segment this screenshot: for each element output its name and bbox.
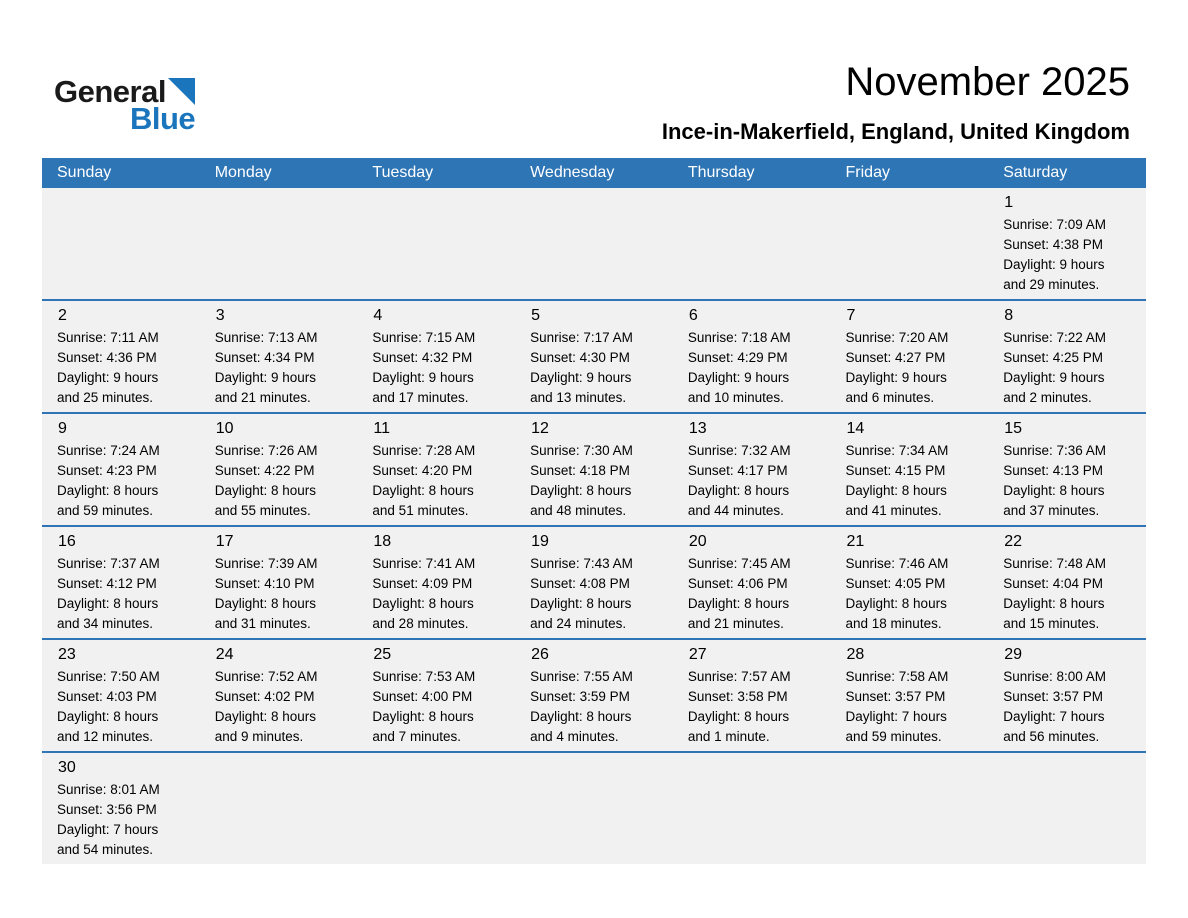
day-cell-11 bbox=[357, 413, 515, 526]
day-detail-line: Daylight: 7 hours bbox=[845, 709, 947, 724]
day-detail-line: Sunrise: 7:34 AM bbox=[845, 443, 949, 458]
day-cell-24 bbox=[200, 639, 358, 752]
day-detail-line: and 34 minutes. bbox=[57, 616, 154, 631]
day-detail-line: Daylight: 8 hours bbox=[372, 596, 474, 611]
day-cell-2 bbox=[42, 300, 200, 413]
day-detail-line: Sunset: 4:25 PM bbox=[1003, 350, 1104, 365]
day-detail-line: Sunrise: 7:39 AM bbox=[214, 556, 318, 571]
day-detail-line: Daylight: 7 hours bbox=[1003, 709, 1105, 724]
day-cell-10 bbox=[200, 413, 358, 526]
day-detail-line: Sunrise: 7:43 AM bbox=[530, 556, 633, 571]
day-detail-line: Sunrise: 7:53 AM bbox=[372, 669, 476, 684]
day-detail-line: Sunrise: 7:28 AM bbox=[372, 443, 476, 458]
day-cell-29 bbox=[988, 639, 1146, 752]
day-detail-line: Sunrise: 7:22 AM bbox=[1003, 330, 1107, 345]
day-detail-line: and 56 minutes. bbox=[1003, 729, 1100, 744]
empty-day-cell bbox=[42, 188, 200, 300]
calendar-table bbox=[42, 158, 1146, 864]
empty-day-cell bbox=[515, 752, 673, 864]
day-cell-25 bbox=[357, 639, 515, 752]
day-number: 28 bbox=[846, 646, 865, 663]
weekday-header-row bbox=[42, 158, 1146, 188]
day-detail-line: Sunset: 4:12 PM bbox=[57, 576, 157, 591]
header-titles bbox=[662, 60, 1130, 145]
week-row-1 bbox=[42, 188, 1146, 300]
day-number: 26 bbox=[531, 646, 549, 663]
page-subtitle: Ince-in-Makerfield, England, United Kingdom bbox=[661, 119, 1130, 144]
calendar-body bbox=[42, 188, 1146, 864]
day-detail-line: Sunrise: 7:45 AM bbox=[687, 556, 791, 571]
day-detail-line: Daylight: 8 hours bbox=[57, 596, 159, 611]
day-cell-14 bbox=[831, 413, 989, 526]
day-detail-line: Sunset: 4:05 PM bbox=[845, 576, 946, 591]
day-detail-line: Sunset: 3:58 PM bbox=[687, 689, 788, 704]
day-detail-line: Daylight: 9 hours bbox=[372, 370, 474, 385]
day-cell-15 bbox=[988, 413, 1146, 526]
day-detail-line: Daylight: 8 hours bbox=[372, 709, 474, 724]
day-cell-12 bbox=[515, 413, 673, 526]
day-detail-line: and 41 minutes. bbox=[845, 503, 942, 518]
day-detail-line: Sunrise: 7:20 AM bbox=[845, 330, 949, 345]
day-detail-line: Sunrise: 7:24 AM bbox=[57, 443, 160, 458]
empty-day-cell bbox=[673, 752, 831, 864]
day-detail-line: Sunset: 4:15 PM bbox=[845, 463, 946, 478]
day-detail-line: and 48 minutes. bbox=[530, 503, 627, 518]
day-detail-line: Sunset: 4:36 PM bbox=[57, 350, 157, 365]
weekday-header-friday: Friday bbox=[831, 158, 989, 188]
day-number: 17 bbox=[215, 533, 234, 550]
day-number: 4 bbox=[373, 307, 383, 324]
day-detail-line: Sunset: 4:22 PM bbox=[214, 463, 315, 478]
day-cell-1 bbox=[988, 188, 1146, 300]
day-detail-line: Sunrise: 7:50 AM bbox=[57, 669, 160, 684]
day-detail-line: Sunrise: 7:26 AM bbox=[214, 443, 318, 458]
day-number: 7 bbox=[846, 307, 856, 324]
day-detail-line: Sunset: 4:09 PM bbox=[372, 576, 473, 591]
weekday-header-monday: Monday bbox=[200, 158, 358, 188]
day-detail-line: and 12 minutes. bbox=[57, 729, 154, 744]
day-cell-8 bbox=[988, 300, 1146, 413]
day-detail-line: Sunrise: 7:15 AM bbox=[372, 330, 476, 345]
day-detail-line: Daylight: 8 hours bbox=[214, 483, 317, 498]
day-cell-4 bbox=[357, 300, 515, 413]
day-detail-line: Daylight: 8 hours bbox=[530, 709, 632, 724]
empty-day-cell bbox=[673, 188, 831, 300]
day-cell-22 bbox=[988, 526, 1146, 639]
day-detail-line: Daylight: 8 hours bbox=[1003, 596, 1105, 611]
day-detail-line: Sunset: 4:23 PM bbox=[57, 463, 157, 478]
day-detail-line: Daylight: 9 hours bbox=[57, 370, 159, 385]
day-cell-26 bbox=[515, 639, 673, 752]
day-number: 14 bbox=[846, 420, 865, 437]
weekday-header-tuesday: Tuesday bbox=[357, 158, 515, 188]
day-detail-line: Sunrise: 7:52 AM bbox=[214, 669, 318, 684]
day-detail-line: and 59 minutes. bbox=[57, 503, 154, 518]
day-detail-line: Sunrise: 7:18 AM bbox=[687, 330, 791, 345]
day-detail-line: and 24 minutes. bbox=[530, 616, 627, 631]
day-detail-line: and 10 minutes. bbox=[687, 390, 784, 405]
day-detail-line: Sunset: 4:18 PM bbox=[530, 463, 630, 478]
day-detail-line: Daylight: 8 hours bbox=[845, 596, 947, 611]
day-detail-line: Sunrise: 8:00 AM bbox=[1003, 669, 1107, 684]
day-detail-line: Daylight: 9 hours bbox=[1003, 257, 1105, 272]
day-detail-line: Daylight: 8 hours bbox=[1003, 483, 1105, 498]
calendar-head bbox=[42, 158, 1146, 188]
day-detail-line: Sunrise: 7:55 AM bbox=[530, 669, 633, 684]
day-detail-line: and 4 minutes. bbox=[530, 729, 619, 744]
day-cell-21 bbox=[831, 526, 989, 639]
day-detail-line: and 9 minutes. bbox=[214, 729, 304, 744]
day-detail-line: Sunset: 4:29 PM bbox=[687, 350, 788, 365]
day-detail-line: Sunset: 3:57 PM bbox=[845, 689, 946, 704]
weekday-header-sunday: Sunday bbox=[42, 158, 200, 188]
day-detail-line: Sunset: 4:04 PM bbox=[1003, 576, 1104, 591]
day-number: 18 bbox=[373, 533, 392, 550]
day-detail-line: and 15 minutes. bbox=[1003, 616, 1100, 631]
day-cell-30 bbox=[42, 752, 200, 864]
day-detail-line: and 55 minutes. bbox=[214, 503, 311, 518]
day-detail-line: Sunrise: 7:30 AM bbox=[530, 443, 633, 458]
day-detail-line: and 31 minutes. bbox=[214, 616, 311, 631]
day-detail-line: Sunset: 4:02 PM bbox=[214, 689, 315, 704]
day-detail-line: Daylight: 9 hours bbox=[530, 370, 632, 385]
day-detail-line: Sunrise: 7:57 AM bbox=[687, 669, 791, 684]
day-detail-line: and 18 minutes. bbox=[845, 616, 942, 631]
day-cell-17 bbox=[200, 526, 358, 639]
week-row-4 bbox=[42, 526, 1146, 639]
weekday-header-wednesday: Wednesday bbox=[515, 158, 673, 188]
day-detail-line: Sunset: 4:20 PM bbox=[372, 463, 473, 478]
day-detail-line: and 6 minutes. bbox=[845, 390, 935, 405]
day-number: 8 bbox=[1004, 307, 1014, 324]
day-cell-6 bbox=[673, 300, 831, 413]
day-detail-line: Sunset: 4:06 PM bbox=[687, 576, 788, 591]
day-number: 29 bbox=[1004, 646, 1023, 663]
day-number: 11 bbox=[373, 420, 391, 437]
empty-day-cell bbox=[515, 188, 673, 300]
empty-day-cell bbox=[357, 188, 515, 300]
day-detail-line: Sunrise: 7:36 AM bbox=[1003, 443, 1107, 458]
page-title: November 2025 bbox=[845, 60, 1130, 104]
day-detail-line: Daylight: 8 hours bbox=[57, 709, 159, 724]
day-detail-line: and 17 minutes. bbox=[372, 390, 469, 405]
day-detail-line: and 2 minutes. bbox=[1003, 390, 1092, 405]
day-detail-line: Daylight: 8 hours bbox=[687, 596, 790, 611]
day-detail-line: Sunset: 4:30 PM bbox=[530, 350, 630, 365]
weekday-header-saturday: Saturday bbox=[988, 158, 1146, 188]
logo-text-general: General bbox=[54, 74, 166, 109]
day-number: 30 bbox=[58, 759, 76, 776]
day-number: 20 bbox=[688, 533, 707, 550]
day-detail-line: Sunset: 4:13 PM bbox=[1003, 463, 1104, 478]
empty-day-cell bbox=[831, 752, 989, 864]
day-number: 15 bbox=[1004, 420, 1023, 437]
week-row-2 bbox=[42, 300, 1146, 413]
day-number: 22 bbox=[1004, 533, 1023, 550]
day-cell-9 bbox=[42, 413, 200, 526]
day-number: 10 bbox=[215, 420, 234, 437]
day-detail-line: Sunset: 4:32 PM bbox=[372, 350, 473, 365]
day-number: 27 bbox=[688, 646, 707, 663]
empty-day-cell bbox=[200, 752, 358, 864]
day-detail-line: Sunrise: 7:37 AM bbox=[57, 556, 160, 571]
empty-day-cell bbox=[200, 188, 358, 300]
day-detail-line: and 59 minutes. bbox=[845, 729, 942, 744]
logo-text-blue: Blue bbox=[130, 101, 196, 136]
day-detail-line: and 13 minutes. bbox=[530, 390, 627, 405]
day-detail-line: Sunset: 3:59 PM bbox=[530, 689, 630, 704]
day-detail-line: Sunrise: 7:32 AM bbox=[687, 443, 791, 458]
week-row-6 bbox=[42, 752, 1146, 864]
day-detail-line: Daylight: 9 hours bbox=[845, 370, 947, 385]
general-blue-logo bbox=[54, 76, 195, 134]
day-detail-line: Sunset: 3:57 PM bbox=[1003, 689, 1104, 704]
day-number: 2 bbox=[58, 307, 67, 324]
day-detail-line: Daylight: 7 hours bbox=[57, 822, 159, 837]
day-cell-19 bbox=[515, 526, 673, 639]
day-detail-line: Daylight: 8 hours bbox=[57, 483, 159, 498]
day-detail-line: Daylight: 9 hours bbox=[214, 370, 317, 385]
weekday-header-thursday: Thursday bbox=[673, 158, 831, 188]
day-cell-28 bbox=[831, 639, 989, 752]
day-cell-20 bbox=[673, 526, 831, 639]
day-detail-line: and 25 minutes. bbox=[57, 390, 154, 405]
day-number: 12 bbox=[531, 420, 549, 437]
day-cell-16 bbox=[42, 526, 200, 639]
day-number: 13 bbox=[688, 420, 707, 437]
day-cell-5 bbox=[515, 300, 673, 413]
day-detail-line: and 1 minute. bbox=[687, 729, 770, 744]
day-detail-line: Sunset: 4:10 PM bbox=[214, 576, 315, 591]
day-detail-line: and 37 minutes. bbox=[1003, 503, 1100, 518]
day-number: 9 bbox=[58, 420, 67, 437]
day-detail-line: Daylight: 8 hours bbox=[214, 709, 317, 724]
day-number: 24 bbox=[215, 646, 234, 663]
day-detail-line: and 28 minutes. bbox=[372, 616, 469, 631]
day-number: 3 bbox=[215, 307, 225, 324]
day-detail-line: Daylight: 8 hours bbox=[687, 483, 790, 498]
day-detail-line: Sunset: 4:00 PM bbox=[372, 689, 473, 704]
day-detail-line: Sunrise: 7:13 AM bbox=[214, 330, 318, 345]
day-detail-line: Sunset: 4:17 PM bbox=[687, 463, 788, 478]
day-cell-3 bbox=[200, 300, 358, 413]
day-detail-line: Daylight: 9 hours bbox=[1003, 370, 1105, 385]
day-detail-line: Daylight: 8 hours bbox=[214, 596, 317, 611]
day-detail-line: Daylight: 8 hours bbox=[372, 483, 474, 498]
day-detail-line: Daylight: 9 hours bbox=[687, 370, 790, 385]
day-detail-line: Sunset: 4:03 PM bbox=[57, 689, 157, 704]
day-detail-line: and 51 minutes. bbox=[372, 503, 469, 518]
day-number: 16 bbox=[58, 533, 76, 550]
day-detail-line: Sunset: 4:34 PM bbox=[214, 350, 315, 365]
day-detail-line: and 21 minutes. bbox=[687, 616, 784, 631]
day-number: 19 bbox=[531, 533, 549, 550]
week-row-5 bbox=[42, 639, 1146, 752]
day-detail-line: and 44 minutes. bbox=[687, 503, 784, 518]
day-detail-line: Daylight: 8 hours bbox=[845, 483, 947, 498]
day-detail-line: Sunrise: 7:58 AM bbox=[845, 669, 949, 684]
day-detail-line: Sunrise: 7:41 AM bbox=[372, 556, 476, 571]
day-detail-line: Sunrise: 7:17 AM bbox=[530, 330, 633, 345]
day-detail-line: Daylight: 8 hours bbox=[687, 709, 790, 724]
week-row-3 bbox=[42, 413, 1146, 526]
day-detail-line: Sunrise: 7:48 AM bbox=[1003, 556, 1107, 571]
empty-day-cell bbox=[357, 752, 515, 864]
day-detail-line: Sunrise: 8:01 AM bbox=[57, 782, 160, 797]
day-cell-18 bbox=[357, 526, 515, 639]
day-number: 21 bbox=[846, 533, 865, 550]
day-detail-line: and 21 minutes. bbox=[214, 390, 311, 405]
day-number: 5 bbox=[531, 307, 541, 324]
empty-day-cell bbox=[831, 188, 989, 300]
day-detail-line: Sunset: 4:08 PM bbox=[530, 576, 630, 591]
day-detail-line: Daylight: 8 hours bbox=[530, 596, 632, 611]
day-number: 25 bbox=[373, 646, 392, 663]
empty-day-cell bbox=[988, 752, 1146, 864]
day-detail-line: Sunset: 4:27 PM bbox=[845, 350, 946, 365]
day-detail-line: Sunrise: 7:09 AM bbox=[1003, 217, 1107, 232]
day-cell-23 bbox=[42, 639, 200, 752]
day-detail-line: Sunset: 4:38 PM bbox=[1003, 237, 1104, 252]
day-detail-line: Daylight: 8 hours bbox=[530, 483, 632, 498]
day-cell-27 bbox=[673, 639, 831, 752]
day-number: 23 bbox=[58, 646, 76, 663]
day-cell-7 bbox=[831, 300, 989, 413]
day-number: 1 bbox=[1004, 194, 1014, 211]
day-detail-line: and 7 minutes. bbox=[372, 729, 461, 744]
day-cell-13 bbox=[673, 413, 831, 526]
day-detail-line: Sunrise: 7:46 AM bbox=[845, 556, 949, 571]
day-detail-line: Sunset: 3:56 PM bbox=[57, 802, 157, 817]
day-detail-line: Sunrise: 7:11 AM bbox=[57, 330, 159, 345]
day-detail-line: and 54 minutes. bbox=[57, 842, 154, 857]
day-detail-line: and 29 minutes. bbox=[1003, 277, 1100, 292]
day-number: 6 bbox=[688, 307, 698, 324]
